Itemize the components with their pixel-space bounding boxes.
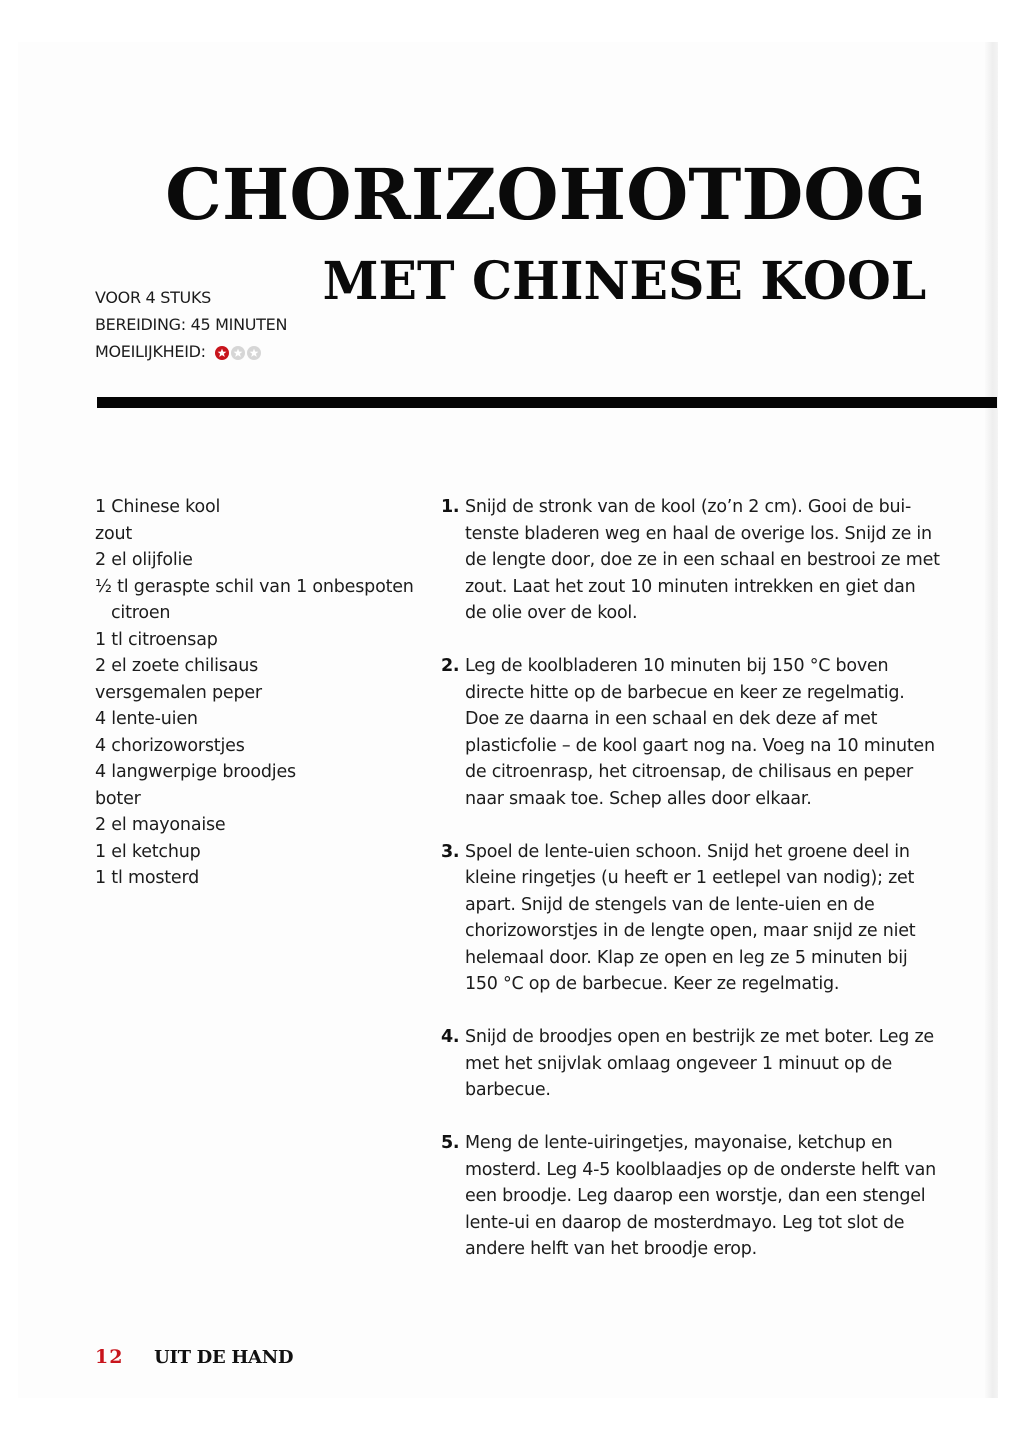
ingredient-item: zout <box>95 523 133 544</box>
ingredient-list <box>95 494 415 892</box>
recipe-meta <box>95 284 287 365</box>
ingredient-item: 2 el olijfolie <box>95 550 193 570</box>
page-edge-shadow <box>985 42 998 1398</box>
ingredient-item: boter <box>95 788 141 809</box>
instruction-step <box>441 653 941 812</box>
step-text: Spoel de lente-uien schoon. Snijd het groene deel in kleine ringetjes (u heeft er 1 eetlepel van nodig); zet apart. Snijd de stengels van de lente-uien en de chorizoworstjes in de lengte open, maar snijd ze niet helemaal door. Klap ze open en leg ze 5 minuten bij 150 °C op de barbecue. Keer ze regelmatig. <box>465 841 916 994</box>
star-filled-icon <box>215 346 229 360</box>
recipe-difficulty <box>95 338 287 365</box>
step-text: Snijd de stronk van de kool (zo’n 2 cm). Gooi de buitenste bladeren weg en haal de overige los. Snijd ze in de lengte door, doe ze in een schaal en bestrooi ze met zout. Laat het zout 10 minuten intrekken en giet dan de olie over de kool. <box>465 497 940 623</box>
step-text: Leg de koolbladeren 10 minuten bij 150 °C boven directe hitte op de barbecue en keer ze regelmatig. Doe ze daarna in een schaal en dek deze af met plasticfolie – de kool gaart nog na. Voeg na 10 minuten de citroenrasp, het citroensap, de chilisaus en peper naar smaak toe. Schep alles door elkaar. <box>465 656 935 809</box>
section-divider <box>97 397 997 408</box>
star-empty-icon <box>231 346 245 360</box>
ingredient-item: 2 el zoete chilisaus <box>95 656 259 676</box>
difficulty-label: MOEILIJKHEID: <box>95 342 206 361</box>
instruction-step <box>441 1024 941 1104</box>
ingredient-item: versgemalen peper <box>95 682 262 703</box>
ingredient-item: 1 tl mosterd <box>95 868 200 888</box>
ingredient-item: 1 el ketchup <box>95 841 201 862</box>
step-number: 1. <box>441 497 460 517</box>
instruction-list <box>441 494 941 1289</box>
ingredient-item: 4 lente-uien <box>95 709 198 729</box>
ingredient-item: 4 chorizoworstjes <box>95 735 245 756</box>
chapter-name: UIT DE HAND <box>154 1347 294 1368</box>
recipe-preparation-time: BEREIDING: 45 MINUTEN <box>95 315 288 334</box>
ingredient-item: 1 tl citroensap <box>95 629 218 650</box>
instruction-step <box>441 494 941 627</box>
page-footer <box>95 1344 293 1371</box>
ingredient-item: ½ tl geraspte schil van 1 onbespoten citroen <box>95 576 414 623</box>
difficulty-rating <box>215 346 261 360</box>
step-number: 3. <box>441 841 460 862</box>
instruction-step <box>441 1130 941 1263</box>
instruction-step <box>441 839 941 998</box>
star-empty-icon <box>247 346 261 360</box>
step-number: 4. <box>441 1027 460 1047</box>
step-text: Snijd de broodjes open en bestrijk ze met boter. Leg ze met het snijvlak omlaag ongeveer 1 minuut op de barbecue. <box>465 1027 934 1100</box>
ingredient-item: 2 el mayonaise <box>95 815 226 835</box>
step-text: Meng de lente-uiringetjes, mayonaise, ketchup en mosterd. Leg 4-5 koolblaadjes op de onderste helft van een broodje. Leg daarop een worstje, dan een stengel lente-ui en daarop de mosterdmayo. Leg tot slot de andere helft van het broodje erop. <box>465 1133 936 1259</box>
step-number: 2. <box>441 656 460 676</box>
recipe-subtitle: MET CHINESE KOOL <box>322 251 926 312</box>
recipe-title: CHORIZOHOTDOG <box>164 153 926 236</box>
recipe-yield: VOOR 4 STUKS <box>95 288 212 307</box>
ingredient-item: 4 langwerpige broodjes <box>95 762 296 782</box>
step-number: 5. <box>441 1133 460 1153</box>
ingredient-item: 1 Chinese kool <box>95 497 221 517</box>
page-number: 12 <box>95 1346 124 1368</box>
